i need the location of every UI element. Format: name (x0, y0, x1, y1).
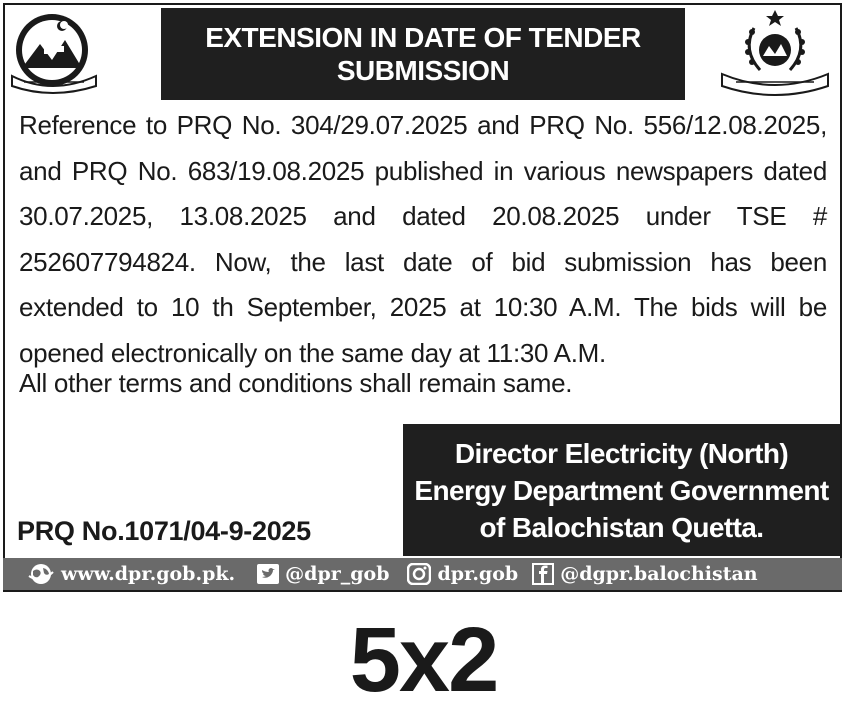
notice-body (19, 103, 827, 398)
balochistan-emblem-left-icon (10, 10, 100, 96)
footer-website (27, 562, 235, 586)
signature-box (403, 424, 840, 556)
facebook-handle[interactable]: @dgpr.balochistan (560, 563, 758, 585)
footer-facebook (532, 563, 757, 585)
website-link[interactable]: www.dpr.gob.pk. (61, 563, 236, 585)
signature-line-2: Energy Department Government (414, 474, 829, 506)
ad-size-label: 5x2 (349, 609, 498, 711)
twitter-icon (257, 564, 279, 584)
notice-title-line-1: EXTENSION IN DATE OF TENDER (205, 22, 641, 53)
footer-instagram (407, 563, 518, 585)
instagram-handle[interactable]: dpr.gob (437, 563, 519, 585)
notice-title-line-2: SUBMISSION (336, 55, 510, 86)
notice-title-box (161, 8, 685, 100)
signature-line-1: Director Electricity (North) (454, 437, 789, 469)
notice-paragraph: Reference to PRQ No. 304/29.07.2025 and PRQ No. 556/12.08.2025, and PRQ No. 683/19.08.2025 published in various newspapers dated 30.07.2025, 13.08.2025 and dated 20.08.2025 under TSE # 252607794824. Now, the last date of bid submission has been extended to 10 th September, 2025 at 10:30 A.M. The bids will be opened electronically on the same day at 11:30 A.M. (19, 110, 827, 368)
footer-bar (3, 558, 842, 590)
prq-number: PRQ No.1071/04-9-2025 (17, 516, 311, 546)
footer-twitter (257, 563, 389, 585)
government-emblem-right-icon (716, 10, 834, 96)
globe-icon (27, 562, 55, 586)
notice-closing-line: All other terms and conditions shall remain same. (19, 368, 573, 398)
facebook-icon (532, 563, 554, 585)
instagram-icon (407, 563, 431, 585)
signature-line-3: of Balochistan Quetta. (479, 511, 764, 543)
twitter-handle[interactable]: @dpr_gob (285, 563, 390, 585)
